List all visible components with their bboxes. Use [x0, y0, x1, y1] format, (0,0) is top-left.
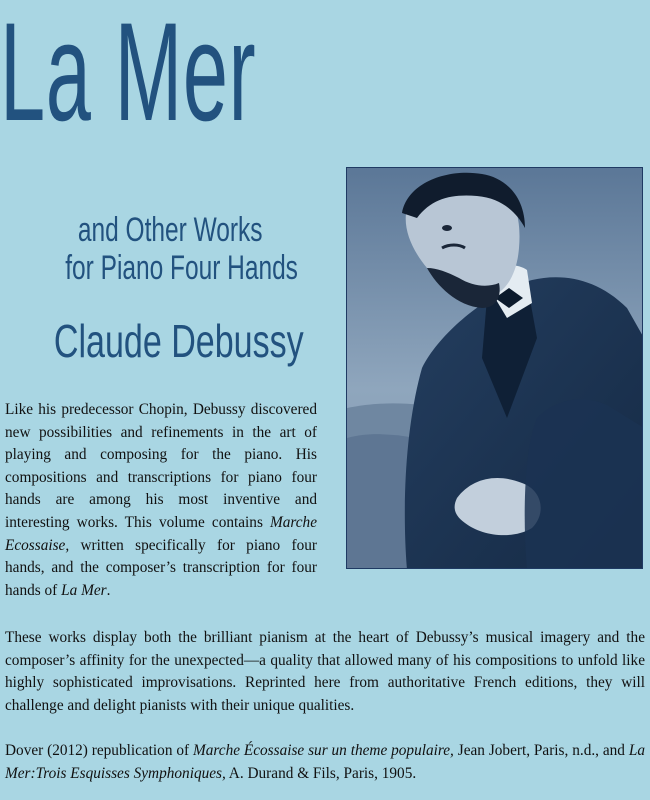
- eye: [442, 225, 452, 231]
- description-paragraph: These works display both the brilliant pianism at the heart of Debussy’s musical imagery and the composer’s affinity for the unexpected—a quality that allowed many of his compositions to unfold like highly sophisticated improvisations. Reprinted here from authoritative French editions, they will challenge and delight pianists with their unique qualities.: [5, 629, 645, 714]
- composer-portrait-photo: [346, 167, 643, 569]
- subtitle-line-1: and Other Works: [77, 211, 263, 249]
- arm: [525, 399, 643, 569]
- composer-name: Claude Debussy: [53, 315, 304, 367]
- publication-credit: Dover (2012) republication of Marche Écossaise sur un theme populaire, Jean Jobert, Paris, n.d., and La Mer:Trois Esquisses Symphoniques, A. Durand & Fils, Paris, 1905.: [5, 742, 645, 782]
- subtitle-line-2: for Piano Four Hands: [65, 249, 298, 287]
- portrait-illustration: [347, 168, 643, 569]
- book-title: La Mer: [0, 0, 257, 150]
- intro-paragraph: Like his predecessor Chopin, Debussy discovered new possibilities and refinements in the art of playing and composing for the piano. His compositions and transcriptions for piano four hands are among his most inventive and interesting works. This volume contains Marche Ecossaise, written specifically for piano four hands, and the composer’s transcription for four hands of La Mer.: [5, 401, 317, 599]
